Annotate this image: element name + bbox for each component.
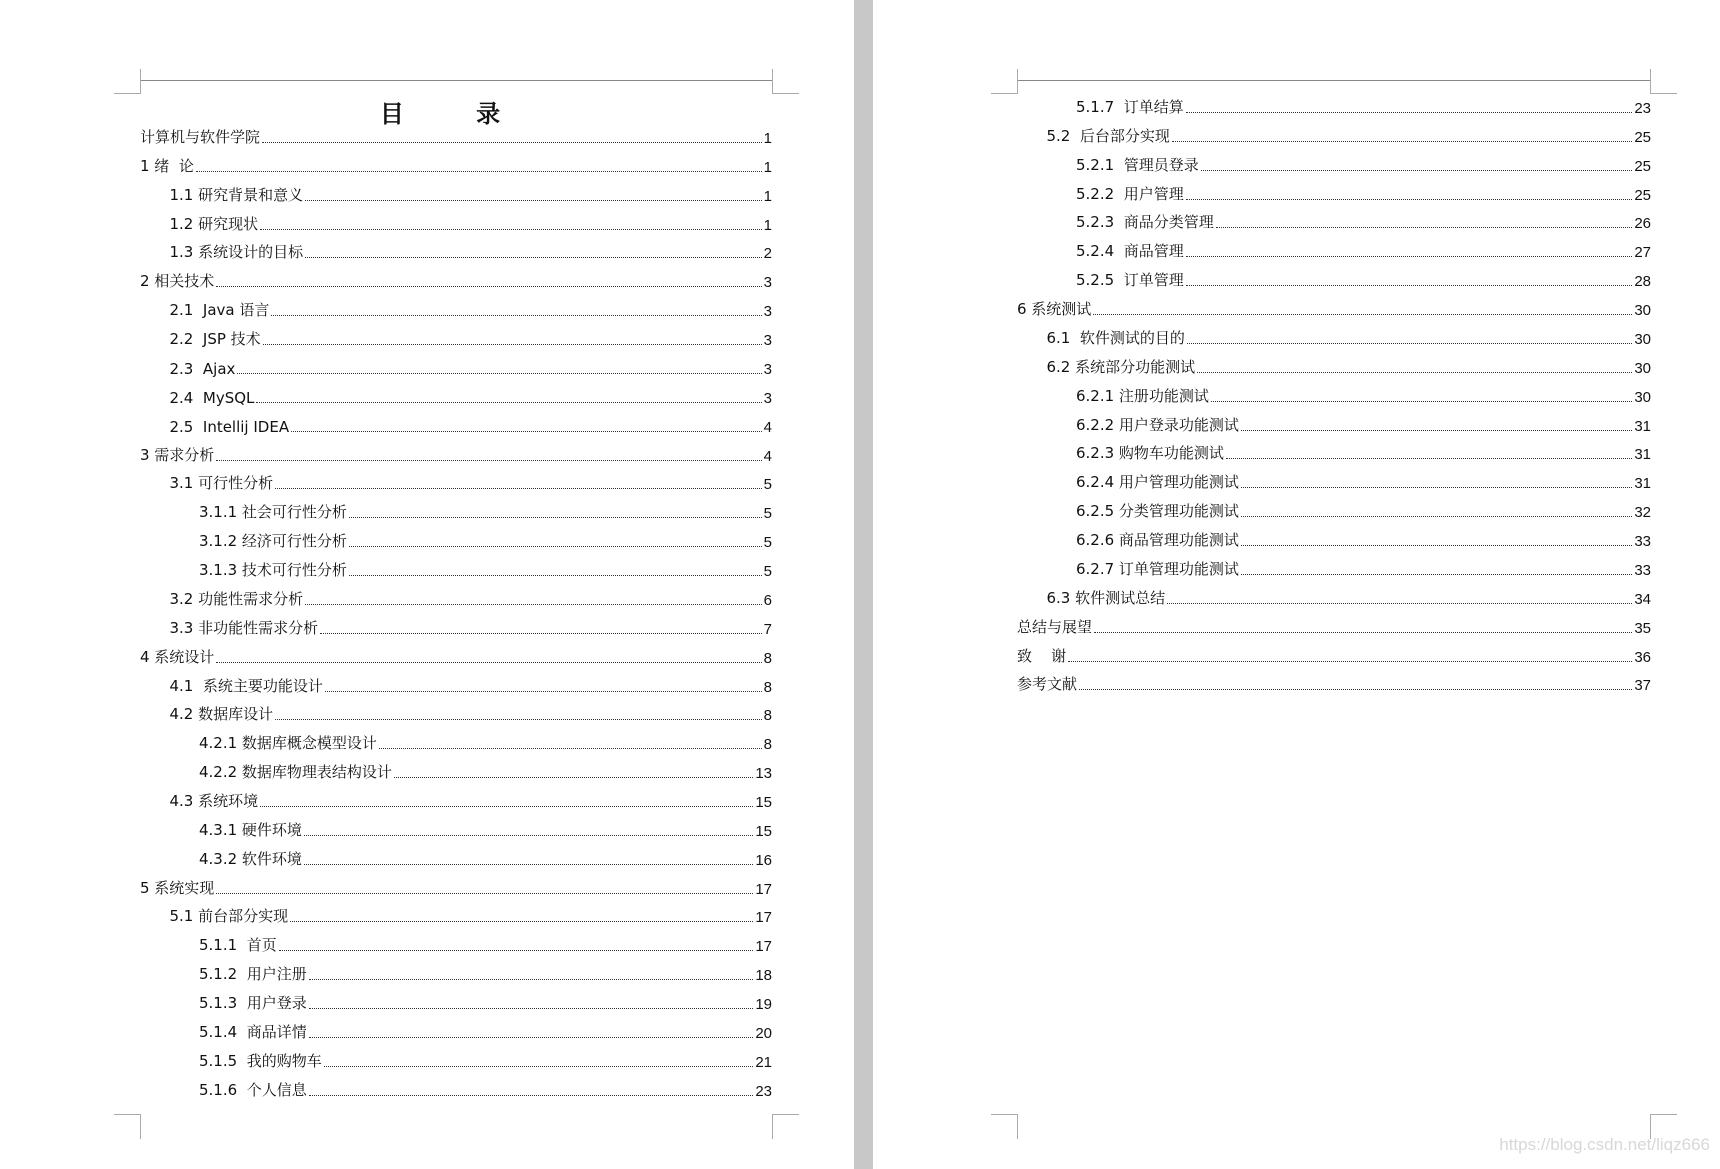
dot-leader [1241, 545, 1632, 546]
dot-leader [279, 950, 754, 951]
toc-entry-page: 30 [1634, 388, 1651, 406]
toc-entry[interactable] [1076, 415, 1651, 435]
dot-leader [309, 1037, 754, 1038]
toc-entry-page: 23 [1634, 100, 1651, 117]
dot-leader [1187, 343, 1632, 344]
toc-entry[interactable] [1017, 674, 1651, 694]
toc-entry-page: 17 [755, 938, 772, 956]
toc-entry[interactable] [1047, 328, 1652, 348]
toc-entry-page: 33 [1634, 533, 1651, 551]
toc-entry-page: 31 [1634, 475, 1651, 493]
toc-entry-page: 37 [1634, 677, 1651, 695]
toc-entry-label: 4.3 系统环境 [169, 792, 259, 810]
toc-entry-page: 31 [1634, 446, 1651, 464]
toc-entry-label: 5.1.7 订单结算 [1076, 98, 1184, 116]
dot-leader [1068, 661, 1632, 662]
dot-leader [1201, 170, 1633, 171]
dot-leader [309, 1008, 754, 1009]
toc-entry-label: 2.1 Java 语言 [169, 301, 270, 320]
toc-entry-label: 4.3.2 软件环境 [199, 849, 302, 868]
toc-entry-page: 3 [763, 274, 772, 292]
dot-leader [262, 142, 762, 143]
dot-leader [349, 546, 762, 547]
toc-entry[interactable] [170, 214, 773, 234]
dot-leader [1186, 256, 1633, 257]
corner-mark [114, 69, 141, 94]
dot-leader [1216, 227, 1633, 228]
toc-entry-label: 2.3 Ajax [169, 359, 236, 378]
toc-entry-page: 15 [755, 822, 772, 840]
toc-entry-label: 3.1.1 社会可行性分析 [199, 503, 347, 522]
toc-entry-page: 3 [763, 332, 772, 350]
toc-entry-page: 15 [755, 794, 772, 811]
toc-entry-page: 2 [763, 245, 772, 263]
toc-entry-page: 13 [755, 765, 772, 783]
dot-leader [1186, 199, 1633, 200]
toc-entry-page: 31 [1634, 417, 1651, 435]
toc-entry-label: 5.1.6 个人信息 [199, 1080, 307, 1099]
toc-entry[interactable] [1047, 588, 1652, 608]
dot-leader [216, 893, 753, 894]
corner-mark [772, 69, 799, 94]
toc-entry-label: 2 相关技术 [140, 272, 215, 291]
toc-entry[interactable] [1076, 212, 1651, 232]
toc-entry-page: 8 [763, 649, 772, 667]
toc-entry-label: 计算机与软件学院 [140, 128, 261, 146]
toc-entry-label: 5.1.2 用户注册 [199, 965, 307, 984]
toc-entry-label: 6 系统测试 [1017, 300, 1092, 319]
toc-entry[interactable] [170, 906, 773, 926]
toc-entry[interactable] [140, 647, 772, 667]
toc-entry-label: 3.1.2 经济可行性分析 [199, 532, 347, 551]
toc-entry-label: 1 绪 论 [140, 156, 194, 175]
corner-mark [991, 1114, 1018, 1139]
dot-leader [256, 402, 761, 403]
toc-entry[interactable] [1076, 241, 1651, 261]
toc-entry-label: 5.2.3 商品分类管理 [1076, 213, 1214, 232]
toc-entry[interactable] [199, 820, 772, 840]
toc-entry[interactable] [1076, 184, 1651, 204]
dot-leader [349, 517, 762, 518]
toc-entry-label: 5.2.5 订单管理 [1076, 271, 1184, 290]
toc-entry-page: 5 [763, 476, 772, 494]
toc-entry-page: 27 [1634, 244, 1651, 262]
toc-entry-page: 3 [763, 303, 772, 321]
toc-entry-label: 6.2.4 用户管理功能测试 [1076, 473, 1239, 492]
toc-entry[interactable] [140, 878, 772, 898]
toc-entry-page: 30 [1634, 330, 1651, 348]
dot-leader [1079, 689, 1632, 690]
toc-entry[interactable] [170, 589, 773, 609]
toc-entry-page: 1 [763, 130, 772, 147]
toc-entry-page: 21 [755, 1053, 772, 1071]
dot-leader [1186, 285, 1633, 286]
toc-entry-label: 参考文献 [1017, 675, 1078, 694]
corner-mark [772, 1114, 799, 1139]
toc-entry-page: 6 [763, 591, 772, 609]
toc-entry-label: 6.2.6 商品管理功能测试 [1076, 531, 1239, 550]
page-gutter [854, 0, 873, 1169]
toc-entry-label: 5.1.3 用户登录 [199, 994, 307, 1013]
toc-entry-page: 4 [763, 418, 772, 436]
toc-entry-page: 35 [1634, 619, 1651, 637]
toc-entry-page: 20 [755, 1024, 772, 1042]
toc-entry-page: 25 [1634, 128, 1651, 146]
toc-entry[interactable] [1076, 559, 1651, 579]
toc-entry[interactable] [170, 329, 773, 349]
toc-entry[interactable] [140, 271, 772, 291]
dot-leader [275, 719, 762, 720]
toc-entry[interactable] [1076, 472, 1651, 492]
toc-entry[interactable] [199, 733, 772, 753]
toc-entry-label: 4.2 数据库设计 [169, 705, 274, 724]
toc-entry-page: 8 [763, 736, 772, 754]
toc-entry-page: 1 [763, 158, 772, 176]
dot-leader [1241, 487, 1632, 488]
toc-entry[interactable] [1076, 270, 1651, 290]
dot-leader [263, 344, 762, 345]
right-page [873, 0, 1720, 1169]
toc-entry[interactable] [140, 127, 772, 147]
dot-leader [291, 431, 762, 432]
toc-entry-label: 2.5 Intellij IDEA [169, 417, 290, 436]
toc-entry-label: 4.1 系统主要功能设计 [169, 676, 323, 695]
toc-entry-page: 33 [1634, 561, 1651, 579]
toc-entry-page: 18 [755, 967, 772, 985]
toc-entry[interactable] [170, 416, 773, 436]
toc-entry-label: 5.1 前台部分实现 [169, 907, 289, 926]
toc-entry-page: 32 [1634, 504, 1651, 522]
toc-entry-label: 1.1 研究背景和意义 [169, 185, 304, 204]
toc-entry-label: 6.1 软件测试的目的 [1046, 328, 1185, 347]
toc-entry[interactable] [170, 618, 773, 638]
toc-entry-label: 6.2 系统部分功能测试 [1046, 357, 1196, 376]
dot-leader [1241, 430, 1632, 431]
toc-entry[interactable] [170, 704, 773, 724]
toc-entry-label: 4 系统设计 [140, 647, 215, 666]
toc-entry-label: 5.2.4 商品管理 [1076, 242, 1184, 261]
toc-entry-label: 6.2.5 分类管理功能测试 [1076, 502, 1239, 521]
dot-leader [305, 604, 762, 605]
toc-entry[interactable] [199, 1022, 772, 1042]
toc-entry-page: 25 [1634, 186, 1651, 204]
toc-entry[interactable] [199, 502, 772, 522]
toc-entry-label: 3 需求分析 [140, 445, 215, 464]
toc-entry-page: 30 [1634, 359, 1651, 377]
toc-entry[interactable] [170, 473, 773, 493]
dot-leader [305, 200, 762, 201]
toc-entry[interactable] [199, 1051, 772, 1071]
toc-entry-page: 3 [763, 389, 772, 407]
watermark: https://blog.csdn.net/liqz666 [1499, 1135, 1710, 1154]
toc-entry-label: 6.3 软件测试总结 [1046, 588, 1166, 607]
toc-entry-label: 4.3.1 硬件环境 [199, 820, 302, 839]
toc-entry-page: 17 [755, 909, 772, 927]
dot-leader [1197, 372, 1632, 373]
dot-leader [237, 373, 761, 374]
toc-entry-page: 25 [1634, 157, 1651, 175]
toc-entry-label: 5.1.5 我的购物车 [199, 1051, 322, 1070]
dot-leader [349, 575, 762, 576]
toc-entry[interactable] [199, 560, 772, 580]
toc-entry[interactable] [170, 358, 773, 378]
dot-leader [394, 777, 753, 778]
toc-title: 目 录 [379, 100, 533, 128]
dot-leader [260, 806, 753, 807]
toc-entry[interactable] [170, 242, 773, 262]
toc-entry[interactable] [170, 387, 773, 407]
toc-entry[interactable] [170, 185, 773, 205]
toc-entry-page: 28 [1634, 273, 1651, 291]
toc-entry-page: 36 [1634, 648, 1651, 666]
toc-entry[interactable] [199, 762, 772, 782]
dot-leader [1094, 632, 1632, 633]
corner-mark [114, 1114, 141, 1139]
toc-entry-label: 5 系统实现 [140, 878, 215, 897]
toc-entry-page: 8 [763, 678, 772, 696]
dot-leader [216, 286, 761, 287]
toc-entry-label: 6.2.3 购物车功能测试 [1076, 444, 1224, 463]
toc-entry-label: 3.1.3 技术可行性分析 [199, 561, 347, 580]
toc-entry[interactable] [199, 935, 772, 955]
toc-entry[interactable] [140, 445, 772, 465]
corner-mark [991, 69, 1018, 94]
toc-entry-page: 17 [755, 880, 772, 898]
toc-entry-label: 6.2.1 注册功能测试 [1076, 386, 1209, 405]
toc-entry[interactable] [170, 791, 773, 811]
dot-leader [275, 488, 762, 489]
toc-entry-page: 19 [755, 996, 772, 1014]
toc-entry-page: 30 [1634, 302, 1651, 320]
dot-leader [271, 315, 761, 316]
dot-leader [260, 229, 762, 230]
toc-entry-label: 4.2.1 数据库概念模型设计 [199, 734, 377, 753]
dot-leader [1241, 516, 1632, 517]
toc-entry[interactable] [1076, 530, 1651, 550]
toc-entry-label: 1.3 系统设计的目标 [169, 243, 304, 262]
header-line [1017, 80, 1651, 81]
dot-leader [309, 1095, 754, 1096]
toc-entry[interactable] [1047, 357, 1652, 377]
toc-entry[interactable] [199, 849, 772, 869]
toc-entry[interactable] [1076, 443, 1651, 463]
toc-entry-label: 2.4 MySQL [169, 388, 255, 407]
toc-entry-page: 8 [763, 707, 772, 725]
dot-leader [1167, 603, 1632, 604]
dot-leader [1241, 574, 1632, 575]
toc-entry-label: 3.3 非功能性需求分析 [169, 618, 319, 637]
dot-leader [320, 633, 762, 634]
toc-entry-label: 3.2 功能性需求分析 [169, 589, 304, 608]
dot-leader [216, 662, 761, 663]
toc-entry-page: 5 [763, 505, 772, 523]
toc-entry-page: 7 [763, 620, 772, 638]
dot-leader [1211, 401, 1632, 402]
dot-leader [1172, 141, 1632, 142]
toc-entry[interactable] [199, 993, 772, 1013]
toc-entry[interactable] [1076, 97, 1651, 117]
toc-entry[interactable] [170, 676, 773, 696]
toc-entry[interactable] [1076, 155, 1651, 175]
toc-entry-page: 4 [763, 447, 772, 465]
toc-entry-page: 23 [755, 1082, 772, 1100]
toc-entry[interactable] [199, 531, 772, 551]
toc-entry[interactable] [170, 300, 773, 320]
toc-entry-label: 1.2 研究现状 [169, 214, 259, 233]
toc-entry[interactable] [1017, 646, 1651, 666]
toc-entry[interactable] [1076, 501, 1651, 521]
dot-leader [325, 691, 762, 692]
toc-entry-label: 5.2.2 用户管理 [1076, 184, 1184, 203]
toc-entry-label: 6.2.2 用户登录功能测试 [1076, 415, 1239, 434]
dot-leader [379, 748, 762, 749]
corner-mark [1650, 69, 1677, 94]
toc-entry[interactable] [1017, 617, 1651, 637]
toc-entry-page: 1 [763, 216, 772, 234]
header-line [140, 80, 772, 81]
toc-entry-label: 3.1 可行性分析 [169, 474, 274, 493]
toc-entry-page: 34 [1634, 590, 1651, 608]
toc-entry-label: 6.2.7 订单管理功能测试 [1076, 559, 1239, 578]
dot-leader [324, 1066, 754, 1067]
toc-entry-page: 3 [763, 360, 772, 378]
toc-entry-label: 5.1.4 商品详情 [199, 1022, 307, 1041]
toc-entry-page: 26 [1634, 215, 1651, 233]
dot-leader [290, 921, 753, 922]
toc-entry[interactable] [1047, 126, 1652, 146]
toc-entry[interactable] [1017, 299, 1651, 319]
dot-leader [304, 864, 753, 865]
toc-entry-label: 5.2.1 管理员登录 [1076, 155, 1199, 174]
toc-entry-label: 5.2 后台部分实现 [1046, 126, 1170, 145]
toc-entry-label: 5.1.1 首页 [199, 936, 277, 955]
dot-leader [216, 460, 761, 461]
toc-entry-page: 5 [763, 563, 772, 581]
toc-entry-label: 4.2.2 数据库物理表结构设计 [199, 763, 392, 782]
dot-leader [1093, 314, 1632, 315]
toc-entry-page: 16 [755, 851, 772, 869]
toc-entry-page: 1 [763, 187, 772, 205]
dot-leader [1186, 112, 1633, 113]
toc-entry-label: 总结与展望 [1017, 617, 1093, 636]
toc-entry-label: 2.2 JSP 技术 [169, 330, 261, 349]
dot-leader [305, 257, 762, 258]
dot-leader [1226, 458, 1632, 459]
dot-leader [304, 835, 753, 836]
toc-entry[interactable] [199, 1080, 772, 1100]
dot-leader [196, 171, 762, 172]
toc-entry[interactable] [1076, 386, 1651, 406]
toc-entry[interactable] [199, 964, 772, 984]
toc-entry-label: 致 谢 [1017, 646, 1067, 665]
dot-leader [309, 979, 754, 980]
toc-entry-page: 5 [763, 534, 772, 552]
toc-entry[interactable] [140, 156, 772, 176]
